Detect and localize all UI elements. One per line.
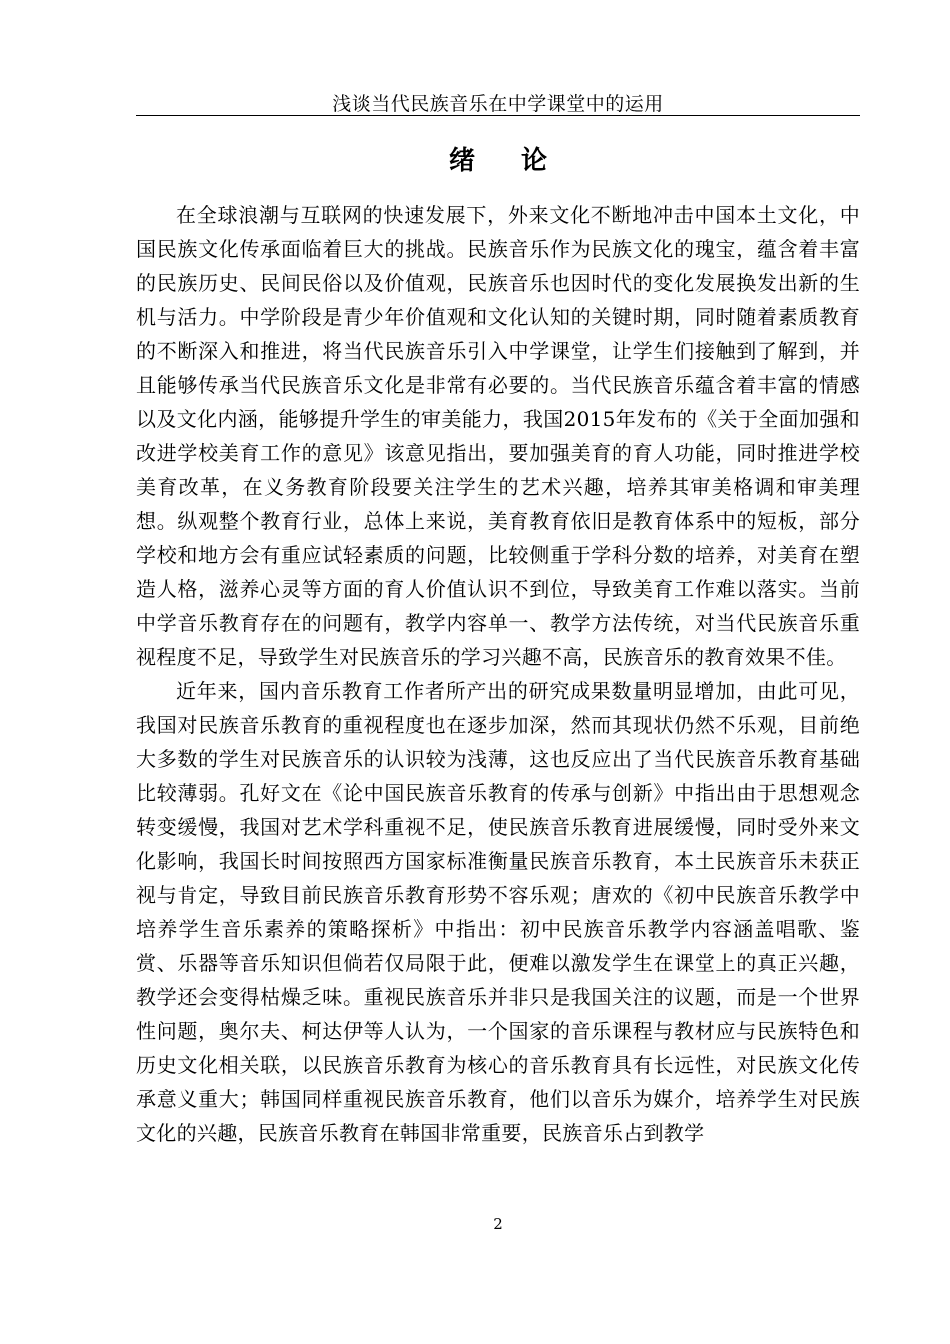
running-header-title: 浅谈当代民族音乐在中学课堂中的运用: [332, 93, 664, 115]
body-text: [136, 198, 860, 1150]
paragraph-1: 在全球浪潮与互联网的快速发展下，外来文化不断地冲击中国本土文化，中国民族文化传承面临着巨大的挑战。民族音乐作为民族文化的瑰宝，蕴含着丰富的民族历史、民间民俗以及价值观，民族音乐也因时代的变化发展换发出新的生机与活力。中学阶段是青少年价值观和文化认知的关键时期，同时随着素质教育的不断深入和推进，将当代民族音乐引入中学课堂，让学生们接触到了解到，并且能够传承当代民族音乐文化是非常有必要的。当代民族音乐蕴含着丰富的情感以及文化内涵，能够提升学生的审美能力，我国2015年发布的《关于全面加强和改进学校美育工作的意见》该意见指出，要加强美育的育人功能，同时推进学校美育改革，在义务教育阶段要关注学生的艺术兴趣，培养其审美格调和审美理想。纵观整个教育行业，总体上来说，美育教育依旧是教育体系中的短板，部分学校和地方会有重应试轻素质的问题，比较侧重于学科分数的培养，对美育在塑造人格，滋养心灵等方面的育人价值认识不到位，导致美育工作难以落实。当前中学音乐教育存在的问题有，教学内容单一、教学方法传统，对当代民族音乐重视程度不足，导致学生对民族音乐的学习兴趣不高，民族音乐的教育效果不佳。: [136, 203, 860, 669]
page-number: 2: [493, 1215, 503, 1233]
header-rule: [136, 115, 860, 116]
chapter-title: 绪论: [448, 146, 593, 176]
paragraph-2: 近年来，国内音乐教育工作者所产出的研究成果数量明显增加，由此可见，我国对民族音乐教育的重视程度也在逐步加深，然而其现状仍然不乐观，目前绝大多数的学生对民族音乐的认识较为浅薄，这也反应出了当代民族音乐教育基础比较薄弱。孔好文在《论中国民族音乐教育的传承与创新》中指出由于思想观念转变缓慢，我国对艺术学科重视不足，使民族音乐教育进展缓慢，同时受外来文化影响，我国长时间按照西方国家标准衡量民族音乐教育，本土民族音乐未获正视与肯定，导致目前民族音乐教育形势不容乐观；唐欢的《初中民族音乐教学中培养学生音乐素养的策略探析》中指出：初中民族音乐教学内容涵盖唱歌、鉴赏、乐器等音乐知识但倘若仅局限于此，便难以激发学生在课堂上的真正兴趣，教学还会变得枯燥乏味。重视民族音乐并非只是我国关注的议题，而是一个世界性问题，奥尔夫、柯达伊等人认为，一个国家的音乐课程与教材应与民族特色和历史文化相关联，以民族音乐教育为核心的音乐教育具有长远性，对民族文化传承意义重大；韩国同样重视民族音乐教育，他们以音乐为媒介，培养学生对民族文化的兴趣，民族音乐教育在韩国非常重要，民族音乐占到教学: [136, 679, 860, 1145]
